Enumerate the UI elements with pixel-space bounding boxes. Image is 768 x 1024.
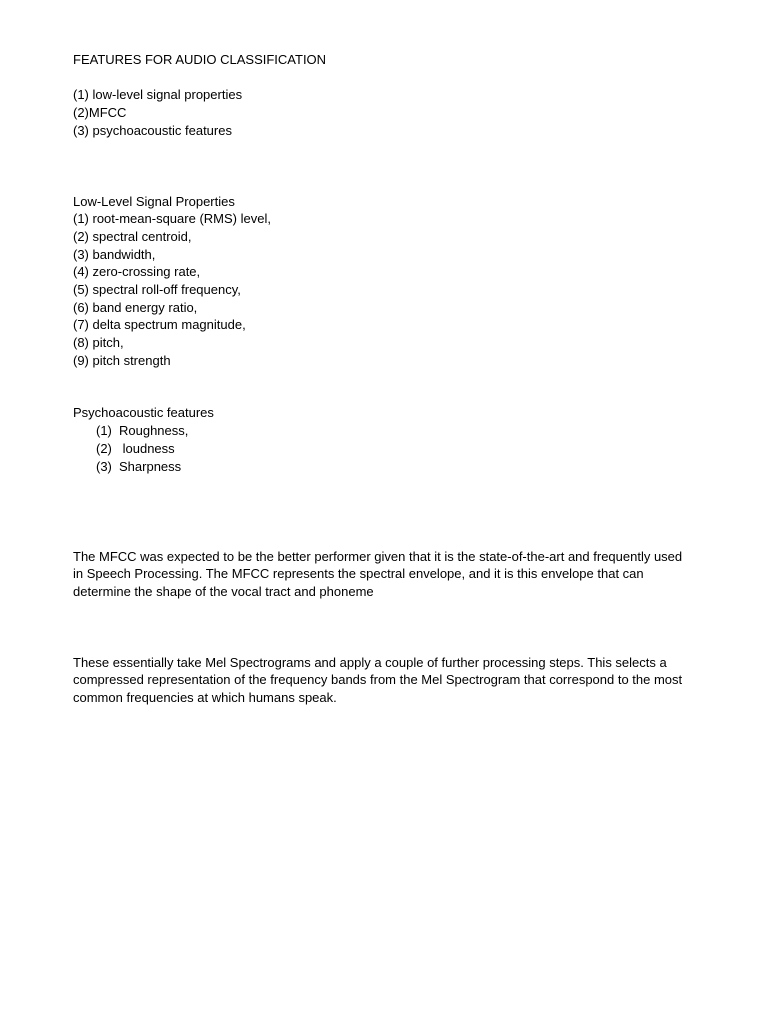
spacer: [73, 370, 693, 388]
document-page: [73, 51, 693, 707]
spacer: [73, 601, 693, 654]
document-title: FEATURES FOR AUDIO CLASSIFICATION: [73, 52, 327, 67]
spacer: [73, 69, 693, 87]
psychoacoustic-heading: Psychoacoustic features: [73, 405, 214, 421]
item-text: Roughness,: [119, 422, 189, 438]
mel-paragraph: These essentially take Mel Spectrograms and apply a couple of further processing steps. This selects a compressed representation of the frequency bands from the Mel Spectrogram that correspond to the most common frequencies at which humans speak.: [73, 654, 683, 706]
low-level-item: (5) spectral roll-off frequency,: [73, 282, 241, 298]
psychoacoustic-item: [73, 440, 693, 458]
low-level-item: (9) pitch strength: [73, 352, 171, 368]
psychoacoustic-item: [73, 422, 693, 440]
overview-item: (1) low-level signal properties: [73, 87, 243, 103]
low-level-item: (7) delta spectrum magnitude,: [73, 317, 246, 333]
low-level-heading: Low-Level Signal Properties: [73, 193, 235, 209]
spacer: [73, 477, 693, 548]
low-level-item: (3) bandwidth,: [73, 246, 156, 262]
item-number: (2): [96, 441, 112, 457]
psychoacoustic-item: [73, 458, 693, 476]
overview-item: (2)MFCC: [73, 105, 127, 121]
low-level-item: (6) band energy ratio,: [73, 299, 198, 315]
spacer: [73, 387, 693, 404]
item-number: (3): [96, 459, 112, 475]
low-level-item: (1) root-mean-square (RMS) level,: [73, 211, 271, 227]
overview-item: (3) psychoacoustic features: [73, 122, 232, 138]
mfcc-paragraph: The MFCC was expected to be the better performer given that it is the state-of-the-art and frequently used in Speech Processing. The MFCC represents the spectral envelope, and it is this envelope that can determine the shape of the vocal tract and phoneme: [73, 548, 683, 599]
low-level-item: (4) zero-crossing rate,: [73, 264, 201, 280]
item-number: (1): [96, 422, 112, 438]
item-text: Sharpness: [119, 459, 182, 475]
low-level-item: (8) pitch,: [73, 335, 124, 351]
spacer: [73, 140, 693, 193]
low-level-item: (2) spectral centroid,: [73, 228, 192, 244]
item-text: loudness: [119, 441, 175, 457]
